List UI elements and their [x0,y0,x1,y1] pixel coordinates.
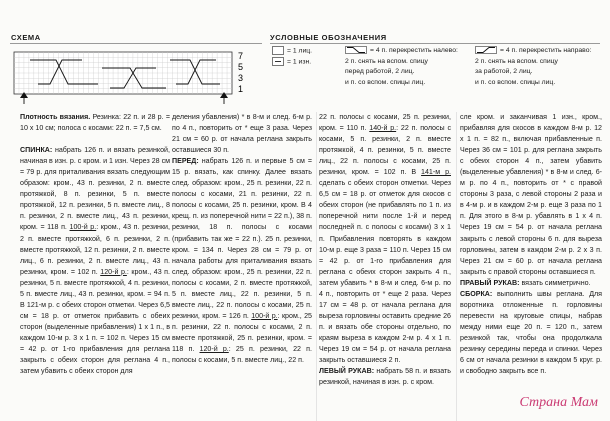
row-number: 3 [238,73,244,83]
cross-left-icon [345,46,367,54]
instructions-column-4: сле кром. и заканчивая 1 изн., кром., прибавляя для скосов в каждом 8-м р. 12 х 1 п. = 82 п., включая прибавленные п. Через 36 см = 101 р. для реглана закрыть с обеих сторон 4 п., затем убавить (выделенные убавления) * в 8-м и след. 6-м р. по 4 п., повторить от * с правой стороны 3 раза, с левой стороны 2 раза и в 4-м р. и в каждом 2-м р. еще 3 раза по 1 п. Для этого в 8-м р. убавлять в 1 х 4 п. Через 19 см = 54 р. от начала реглана закрыть с левой стороны 6 п. для выреза горловины, затем в каждом 2-м р. 2 х 3 п. Через 21 см = 60 р. от начала реглана закрыть с правой стороны оставшиеся п. ПРАВЫЙ РУКАВ: вязать симметрично. СБОРКА: выполнить швы реглана. Для воротника отложенные п. горловины перевести на круговые спицы, набрав между ними еще 20 п. = 120 п., затем резинкой так, чтобы она продолжала резинку середины переда и спинки. Через 6 см от начала резинки в каждом 5 круг. р. и свободно закрыть все п. [460,113,602,376]
instructions-column-1: Плотность вязания. Резинка: 22 п. и 28 р. = 10 х 10 см; полоса с косами: 22 п. = 7,5 см. СПИНКА: набрать 126 п. и вязать резинкой, начиная в изн. р. с кром. и 1 изн. Через 28 см = 79 р. для приталивания вязать следующим образом: кром., 43 п. резинки, 2 п. вместе протяжкой, 8 п. резинки, 5 п. вместе протяжкой, 12 п. резинки, 5 п. вместе лиц., 8 п. резинки, 2 п. вместе лиц., 43 п. резинки, кром. = 118 п. 100-й р.: кром., 43 п. резинки, 2 п. вместе протяжкой, 6 п. резинки, 2 п. вместе протяжкой, 12 п. резинки, 2 п. вместе лиц., 6 п. резинки, 2 п. вместе лиц., 43 п. резинки, кром. = 102 п. 120-й р.: кром., 43 п. резинки, 5 п. вместе протяжкой, 4 п. резинки, 5 п. вместе лиц., 43 п. резинки, кром. = 94 п. В 121-м р. с обеих сторон отметки. Через 6,5 см = 18 р. от отметок прибавить с обеих сторон (выделенные прибавления) 1 х 1 п., в каждом 10-м р. 3 х 1 п. = 102 п. Через 15 см = 42 р. от 1-го прибавления для реглана закрыть с обеих сторон для реглана 4 п., затем убавить с обеих сторон для [20,113,170,376]
row-number: 1 [238,84,244,94]
knitting-chart [10,46,262,108]
instructions-column-3: 22 п. полосы с косами, 25 п. резинки, кром. = 110 п. 140-й р.: 22 п. полосы с косами, 5 п. резинки, 2 п. вместе протяжкой, 4 п. резинки, 5 п. вместе лиц., 22 п. полосы с косами, 25 п. резинки, кром. = 102 п. В 141-м р. сделать с обеих сторон отметки. Через 6,5 см = 18 р. от отметок для скосов с обеих сторон (не прибавлять по 1 п. из поперечной нити после 1-й и перед последней п. с полосы с косами) 3 х 1 п. Прибавления повторять в каждом 10-м р. еще 3 раза = 110 п. Через 15 см = 42 р. от 1-го прибавления для реглана с обеих сторон закрыть 4 п., затем убавить * в 8-м и след. 6-м р. по 4 п., повторить от * еще 2 раза. Через 17 см = 48 р. от начала реглана для выреза горловины оставить средние 26 п. и вязать обе стороны отдельно, по краям выреза в каждом 2-м р. 4 х 1 п. Через 19 см = 54 р. от начала реглана закрыть оставшиеся 2 п. ЛЕВЫЙ РУКАВ: набрать 58 п. и вязать резинкой, начиная в изн. р. с кром. [319,113,451,387]
row-number: 5 [238,62,244,72]
instructions-column-2: деления убавления) * в 8-м и след. 6-м р. по 4 п., повторить от * еще 3 раза. Через 21 см = 60 р. от начала реглана закрыть оставшиеся 30 п. ПЕРЕД: набрать 126 п. и первые 5 см = 15 р. вязать, как спинку. Далее вязать след. образом: кром., 25 п. резинки, 22 п. полосы с косами, 21 п. резинки, 22 п. полосы с косами, 25 п. резинки, кром. В 4 крещ. п. из поперечной нити = 22 п.), 38 п. резинки, 18 п. полосы с косами (прибавить так же = 22 п.). 25 п. резинки, кром. = 134 п. Через 28 см = 79 р. от начала работы для приталивания вязать след. образом: кром., 25 п. резинки, 22 п. полосы с косами, 2 п. вместе протяжкой, 5 п. вместе лиц., 22 п. резинки, 5 п. вместе лиц., 22 п. полосы с косами, 25 п. резинки, кром. = 126 п. 100-й р.: кром., 25 п. резинки, 22 п. полосы с косами, 2 п. вместе протяжкой, 25 п. резинки, кром. = 118 п. 120-й р.: 25 п. резинки, 22 п. полосы с косами, 5 п. вместе лиц., 22 п. [172,113,312,365]
row-number: 7 [238,51,244,61]
legend-title: УСЛОВНЫЕ ОБОЗНАЧЕНИЯ [270,33,387,42]
legend-item-purl: = 1 изн. [272,57,312,68]
schema-rule [10,43,262,44]
legend-cross-right: = 4 п. перекрестить направо: 2 п. снять на вспом. спицу за работой, 2 лиц. и п. со вспом. спицы лиц. [475,47,592,86]
site-watermark: Страна Мам [519,395,598,410]
legend-rule [270,43,600,44]
empty-square-icon [272,46,284,55]
legend-cross-left: = 4 п. перекрестить налево: 2 п. снять на вспом. спицу перед работой, 2 лиц. и п. со вспом. спицы лиц. [345,47,458,86]
schema-title: СХЕМА [11,33,41,42]
legend-item-knit: = 1 лиц. [272,46,312,57]
column-divider [456,112,457,421]
legend-symbols [272,46,312,68]
cross-right-icon [475,46,497,54]
dash-square-icon [272,57,284,66]
column-divider [316,112,317,421]
